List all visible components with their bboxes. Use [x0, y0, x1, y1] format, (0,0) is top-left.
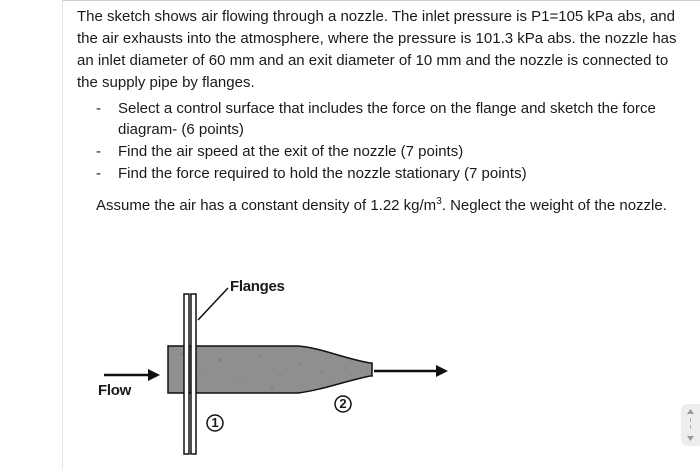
nozzle-figure [90, 270, 490, 469]
bullet-dash: - [96, 100, 101, 117]
task-text: Select a control surface that includes the force on the flange and sketch the force diagram- (6 points) [118, 100, 656, 138]
nozzle-sketch [90, 270, 490, 469]
page-scroll-indicator[interactable] [681, 404, 700, 446]
flange-plate-left [184, 294, 189, 454]
task-list [96, 98, 686, 184]
flange-plate-right [191, 294, 196, 454]
section-2-label: 2 [339, 396, 347, 411]
scroll-arrows-icon [681, 404, 700, 446]
page-left-border [62, 0, 63, 469]
task-item [96, 141, 686, 162]
page-top-border [62, 0, 700, 1]
flow-inlet-arrowhead [148, 369, 160, 381]
flanges-label: Flanges [230, 278, 285, 295]
task-item [96, 98, 686, 140]
task-text: Find the air speed at the exit of the nozzle (7 points) [118, 143, 464, 160]
bullet-dash: - [96, 143, 101, 160]
flanges-leader-line [198, 288, 228, 320]
flow-label: Flow [98, 382, 131, 399]
task-item [96, 163, 686, 184]
assumption-text [96, 194, 686, 218]
assumption-exponent: 3 [436, 196, 442, 207]
assumption-part-1: Assume the air has a constant density of 1.22 kg/m [96, 197, 437, 214]
bullet-dash: - [96, 165, 101, 182]
nozzle-body [168, 346, 372, 393]
problem-intro: The sketch shows air flowing through a nozzle. The inlet pressure is P1=105 kPa abs, and the air exhausts into the atmosphere, where the pressure is 101.3 kPa abs. the nozzle has an inlet diameter of 60 mm and an exit diameter of 10 mm and the nozzle is connected to the supply pipe by flanges. [77, 8, 677, 91]
task-text: Find the force required to hold the nozzle stationary (7 points) [118, 165, 527, 182]
exit-jet-arrowhead [436, 365, 448, 377]
section-1-label: 1 [211, 415, 219, 430]
assumption-part-2: . Neglect the weight of the nozzle. [441, 197, 667, 214]
